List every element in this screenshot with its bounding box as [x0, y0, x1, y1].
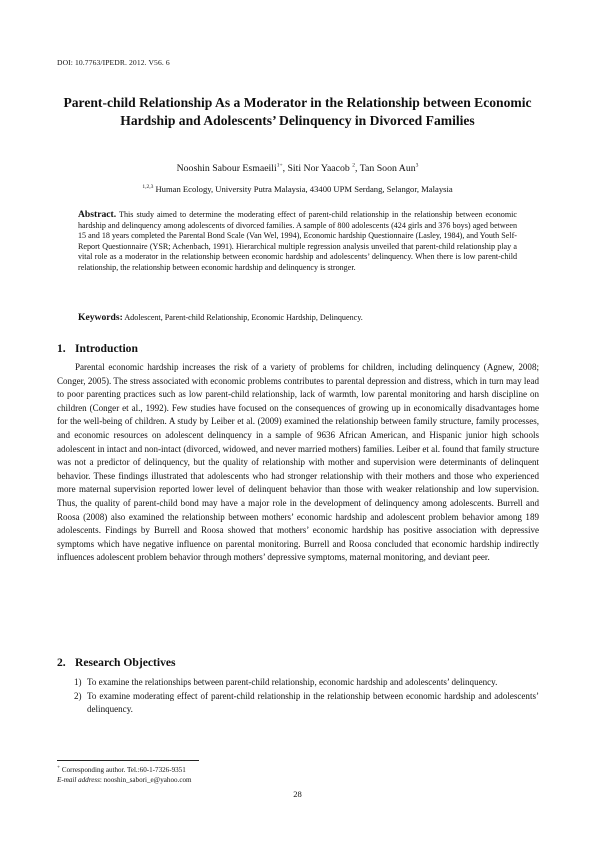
list-item-text: To examine the relationships between parent-child relationship, economic hardship and adolescents’ delinquency. — [87, 677, 498, 687]
affiliation-text: Human Ecology, University Putra Malaysia, 43400 UPM Serdang, Selangor, Malaysia — [153, 184, 453, 194]
objectives-list — [57, 676, 539, 717]
keywords-text: Adolescent, Parent-child Relationship, Economic Hardship, Delinquency. — [122, 313, 363, 322]
abstract-label: Abstract. — [78, 209, 117, 220]
list-item-number: 1) — [74, 677, 82, 687]
author-2-marker: 2 — [352, 162, 355, 169]
list-item — [57, 676, 539, 690]
author-2-name: , Siti Nor Yaacob — [282, 163, 353, 174]
author-1-marker: 1+ — [276, 162, 283, 169]
footnote-divider — [57, 760, 199, 761]
footnote-email-label: E-mail address — [57, 776, 100, 784]
list-item-number: 2) — [74, 690, 82, 701]
section-number: 2. — [57, 656, 66, 669]
author-3-marker: 3 — [415, 162, 419, 169]
keywords — [78, 312, 517, 323]
section-heading-research-objectives — [57, 656, 176, 669]
author-1-name: Nooshin Sabour Esmaeili — [176, 163, 277, 174]
page-number: 28 — [293, 789, 302, 799]
affiliation-line — [57, 184, 538, 194]
section-number: 1. — [57, 342, 66, 355]
author-3-name: , Tan Soon Aun — [355, 163, 416, 174]
section-heading-introduction — [57, 342, 138, 355]
paper-title: Parent-child Relationship As a Moderator in the Relationship between Economic Hardship and Adolescents’ Delinquency in Divorced Families — [63, 95, 532, 128]
footnote-email-line — [57, 775, 192, 785]
affiliation-marker: 1,2,3 — [142, 184, 154, 191]
section-title: Research Objectives — [75, 656, 176, 669]
author-line — [57, 163, 538, 174]
list-item-text: To examine moderating effect of parent-child relationship in the relationship between economic hardship and adolescents’ delinquency. — [87, 690, 539, 715]
abstract — [78, 210, 517, 274]
footnote-phone: Corresponding author. Tel.:60-1-7326-9351 — [60, 766, 186, 774]
abstract-text: This study aimed to determine the moderating effect of parent-child relationship in the relationship between economic hardship and delinquency among adolescents of divorced families. A sample of 800 adolescents (424 girls and 376 boys) aged between 15 and 18 years completed the Parental Bond Scale (Van Wel, 1994), Economic hardship Questionnaire (Lasley, 1984), and Youth Self-Report Questionnaire (YSR; Achenbach, 1991). Hierarchical multiple regression analysis unveiled that parent-child relationship play a vital role as a moderator in the relationship between economic hardship and adolescents’ delinquency. When there is low parent-child relationship, the relationship between economic hardship and delinquency is stronger. — [78, 210, 517, 272]
section-title: Introduction — [75, 342, 138, 355]
footnote — [57, 765, 192, 785]
list-item — [57, 690, 539, 717]
keywords-label: Keywords: — [78, 312, 123, 323]
footnote-author-line — [57, 765, 192, 775]
doi-line: DOI: 10.7763/IPEDR. 2012. V56. 6 — [57, 58, 170, 67]
introduction-paragraph: Parental economic hardship increases the risk of a variety of problems for children, including delinquency (Agnew, 2008; Conger, 2005). The stress associated with economic problems contributes to parental depression and distress, which in turn may lead to poor parenting practices such as low parent-child relationship, lack of warmth, low parental monitoring and harsh discipline on children (Conger et al., 1992). Few studies have focused on the consequences of growing up in economically disadvantages home for the well-being of children. A study by Leiber et al. (2009) examined the relationship between family structure, family processes, and economic resources on adolescent delinquency in a sample of 9636 African American, and Hispanic junior high schools adolescent in intact and non-intact (divorced, widowed, and never married mothers) families. Leiber et al. found that family structure was not a predictor of delinquency, but the quality of relationship with mother and supervision were determinants of delinquent behavior. These findings illustrated that adolescents who had stronger relationship with their mothers and those who experienced more maternal supervision reported lower level of delinquent behavior than those with weaker relationship and low supervision. Thus, the quality of parent-child bond may have a major role in the development of delinquency among adolescents. Burrell and Roosa (2008) also examined the relationship between mothers’ economic hardship and adolescent problem behavior among 189 adolescents. Findings by Burrell and Roosa showed that mothers’ economic hardship has positive association with depressive symptoms which have negative influence on parental monitoring. Burrell and Roosa concluded that economic hardship indirectly influences adolescent problem behavior through mothers’ depressive symptoms, maternal monitoring, and deviant peer. — [57, 362, 539, 563]
footnote-email: : nooshin_sabori_e@yahoo.com — [99, 776, 192, 784]
footnote-marker: + — [57, 764, 61, 771]
